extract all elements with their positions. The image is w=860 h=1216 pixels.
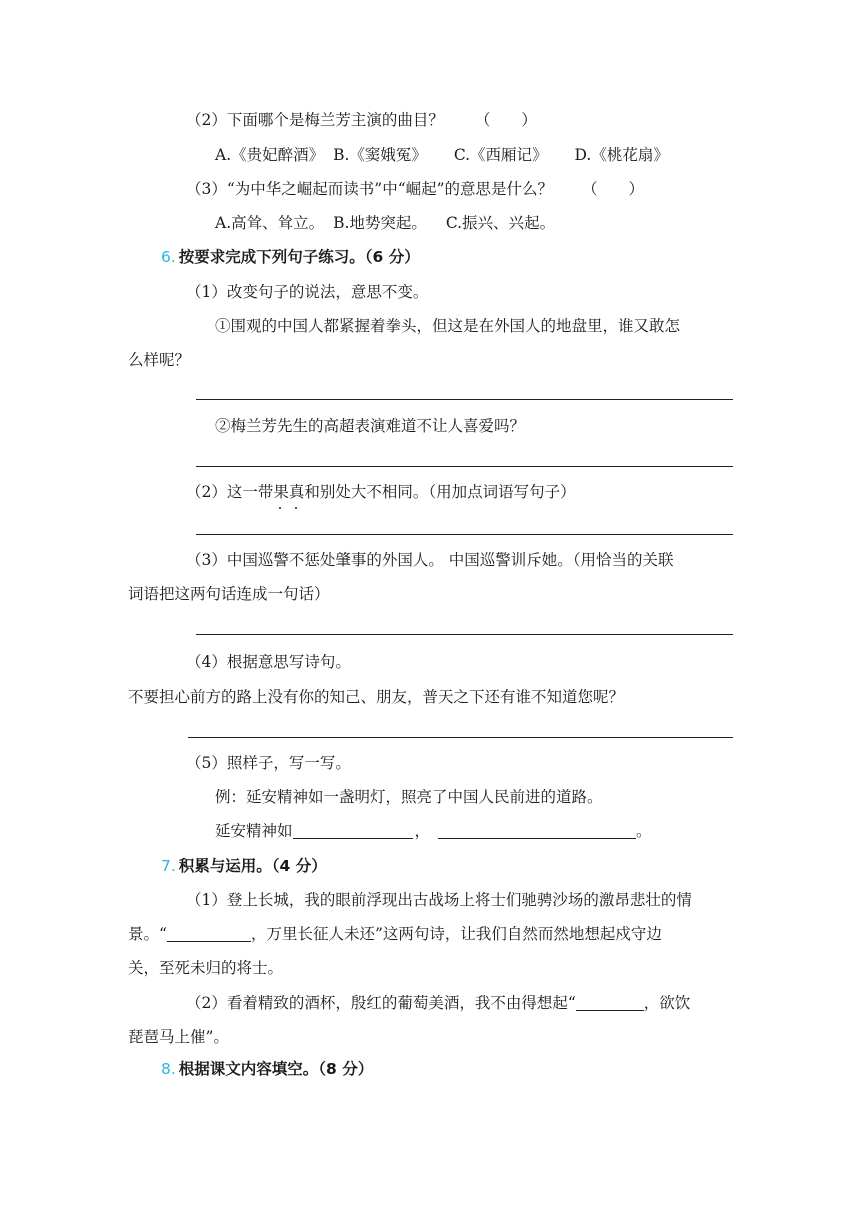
q6-heading: [161, 247, 420, 267]
q5-sub2-answer-bracket: （ ）: [474, 111, 537, 129]
q7-sub1-blank[interactable]: [167, 925, 251, 942]
q6-sub5-frame-mid: ，: [414, 822, 431, 840]
q5-sub3-option-b: B.地势突起。: [333, 214, 427, 232]
q7-sub2-line1-pre: （2）看着精致的酒杯，殷红的葡萄美酒，我不由得想起“: [186, 994, 576, 1012]
q6-sub5-blank-2[interactable]: [438, 822, 636, 839]
q5-sub2-option-a: A.《贵妃醉酒》: [215, 146, 325, 164]
q6-sub5-example: 例：延安精神如一盏明灯，照亮了中国人民前进的道路。: [215, 788, 603, 806]
q5-sub2-option-c: C.《西厢记》: [453, 146, 548, 164]
emphasis-dot: [279, 507, 281, 509]
q5-sub2-stem-row: [186, 110, 537, 130]
q5-sub3-stem: （3）“为中华之崛起而读书”中“崛起”的意思是什么？: [186, 180, 554, 198]
q6-sub1-answer-line-1[interactable]: [196, 399, 733, 400]
q5-sub3-option-a: A.高耸、耸立。: [215, 214, 325, 232]
q6-sub4-text: 不要担心前方的路上没有你的知己、朋友，普天之下还有谁不知道您呢？: [128, 688, 625, 706]
q6-sub5-frame: [215, 821, 652, 841]
q6-sub1-label: （1）改变句子的说法，意思不变。: [186, 283, 429, 301]
emphasis-dot: [295, 507, 297, 509]
q6-sub2-dotted-word: 果真: [273, 483, 304, 501]
q5-sub3-stem-row: [186, 179, 644, 199]
q6-sub4-answer-line[interactable]: [188, 737, 733, 738]
q6-sub2-text: [186, 482, 576, 502]
q5-sub2-option-b: B.《窦娥冤》: [333, 146, 427, 164]
q8-heading: [161, 1059, 373, 1079]
q5-sub2-option-d: D.《桃花扇》: [574, 146, 669, 164]
q6-sub1-sentence1-line1: ①围观的中国人都紧握着拳头，但这是在外国人的地盘里，谁又敢怎: [215, 317, 681, 335]
q7-sub1-line1: （1）登上长城，我的眼前浮现出古战场上将士们驰骋沙场的激昂悲壮的情: [186, 891, 692, 909]
q6-sub2-pre: （2）这一带: [186, 483, 274, 501]
q6-sub1-sentence2: ②梅兰芳先生的高超表演难道不让人喜爱吗？: [215, 417, 526, 435]
q6-sub3-line2: 词语把这两句话连成一句话）: [128, 585, 330, 603]
q6-sub5-label: （5）照样子，写一写。: [186, 754, 351, 772]
q7-sub1-line3: 关，至死未归的将士。: [128, 959, 284, 977]
q7-sub2-line1-post: ，欲饮: [643, 994, 691, 1012]
q6-title: 按要求完成下列句子练习。（6 分）: [178, 248, 420, 266]
q6-sub2-answer-line[interactable]: [196, 534, 733, 535]
q6-sub1-sentence1-line2: 么样呢？: [128, 351, 191, 369]
q8-title: 根据课文内容填空。（8 分）: [178, 1060, 374, 1078]
q6-sub3-answer-line[interactable]: [196, 634, 733, 635]
q7-sub1-line2-pre: 景。“: [128, 925, 167, 943]
q7-sub1-line2: [128, 924, 662, 944]
q7-sub2-blank[interactable]: [576, 994, 644, 1011]
q7-sub2-line2: 琵琶马上催”。: [128, 1028, 229, 1046]
q7-number: 7.: [161, 857, 176, 875]
q7-sub2-line1: [186, 993, 690, 1013]
q5-sub3-options: [215, 213, 555, 233]
q7-title: 积累与运用。（4 分）: [178, 857, 327, 875]
q6-number: 6.: [161, 248, 176, 266]
q8-number: 8.: [161, 1060, 176, 1078]
q7-sub1-line2-post: ，万里长征人未还”这两句诗，让我们自然而然地想起戍守边: [250, 925, 662, 943]
q6-sub2-post: 和别处大不相同。（用加点词语写句子）: [304, 483, 576, 501]
q5-sub2-stem: （2）下面哪个是梅兰芳主演的曲目？: [186, 111, 444, 129]
q5-sub3-answer-bracket: （ ）: [582, 180, 645, 198]
q6-sub3-line1: （3）中国巡警不惩处肇事的外国人。 中国巡警训斥她。（用恰当的关联: [186, 551, 674, 569]
q6-sub5-frame-pre: 延安精神如: [215, 822, 293, 840]
q6-sub5-frame-end: 。: [636, 822, 652, 840]
q6-sub1-answer-line-2[interactable]: [196, 466, 733, 467]
q5-sub2-options: [215, 145, 669, 165]
q7-heading: [161, 856, 327, 876]
q6-sub5-blank-1[interactable]: [293, 822, 413, 839]
q6-sub4-label: （4）根据意思写诗句。: [186, 653, 351, 671]
q5-sub3-option-c: C.振兴、兴起。: [445, 214, 556, 232]
